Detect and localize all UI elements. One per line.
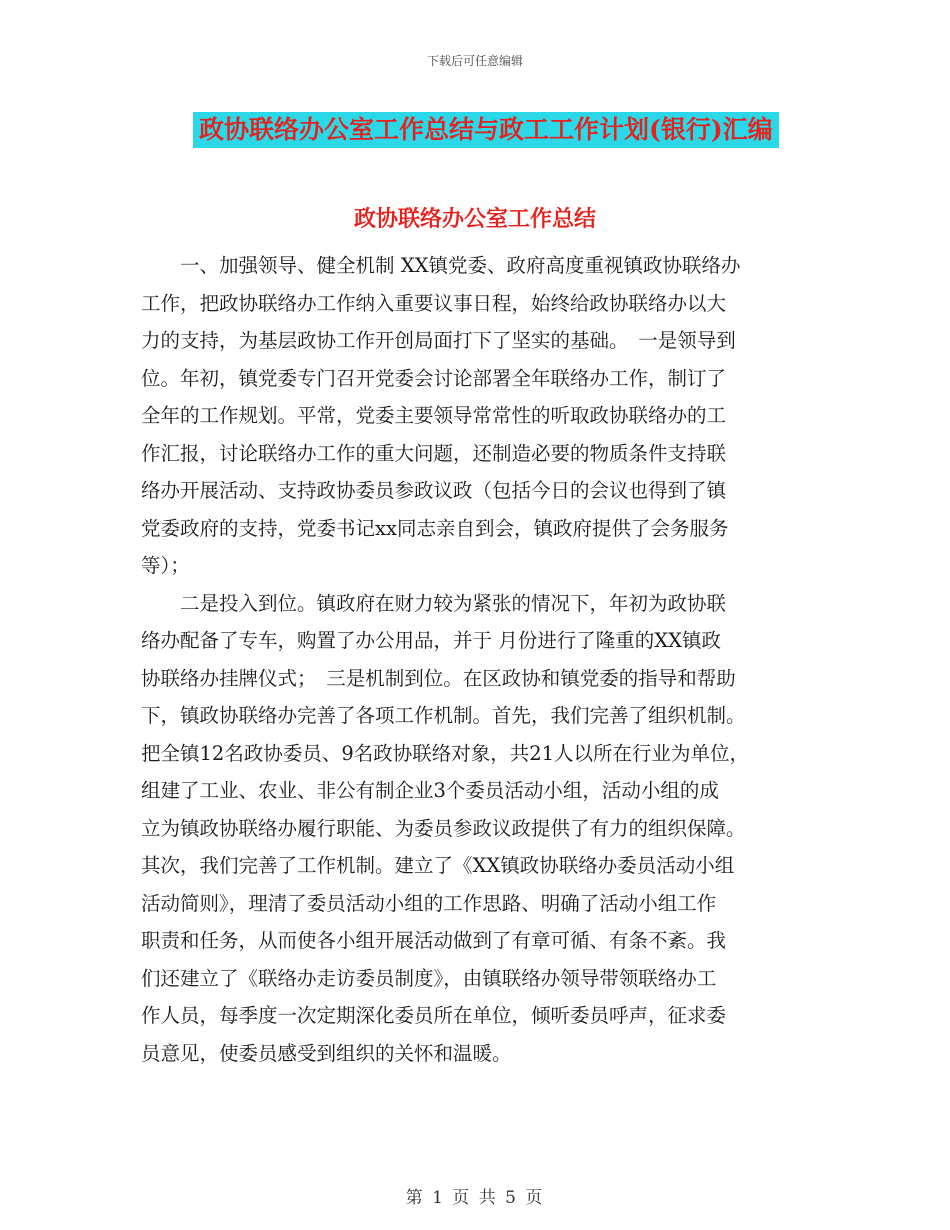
body-line: 们还建立了《联络办走访委员制度》，由镇联络办领导带领联络办工	[141, 966, 717, 990]
body-line: 员意见，使委员感受到组织的关怀和温暖。	[141, 1041, 512, 1065]
body-line: 络办配备了专车，购置了办公用品，并于 月份进行了隆重的XX镇政	[141, 629, 721, 652]
body-line: 等）；	[141, 554, 190, 577]
body-line: 全年的工作规划。平常，党委主要领导常常性的听取政协联络办的工	[141, 404, 727, 427]
body-line: 作汇报，讨论联络办工作的重大问题，还制造必要的物质条件支持联	[141, 441, 727, 465]
body-line: 把全镇12名政协委员、9名政协联络对象，共21人以所在行业为单位，	[141, 741, 750, 765]
body-text	[141, 247, 813, 1072]
body-line: 二是投入到位。镇政府在财力较为紧张的情况下，年初为政协联	[141, 591, 727, 615]
body-line: 立为镇政协联络办履行职能、为委员参政议政提供了有力的组织保障。	[141, 816, 746, 840]
body-line: 党委政府的支持，党委书记xx同志亲自到会，镇政府提供了会务服务	[141, 516, 729, 540]
body-line: 力的支持，为基层政协工作开创局面打下了坚实的基础。 一是领导到	[141, 329, 736, 352]
body-line: 下，镇政协联络办完善了各项工作机制。首先，我们完善了组织机制。	[141, 704, 746, 727]
body-line: 其次，我们完善了工作机制。建立了《XX镇政协联络办委员活动小组	[141, 854, 735, 877]
body-line: 协联络办挂牌仪式； 三是机制到位。在区政协和镇党委的指导和帮助	[141, 666, 736, 690]
document-title: 政协联络办公室工作总结与政工工作计划(银行)汇编	[193, 112, 779, 148]
body-line: 位。年初，镇党委专门召开党委会讨论部署全年联络办工作，制订了	[141, 366, 727, 390]
body-line: 一、加强领导、健全机制 XX镇党委、政府高度重视镇政协联络办	[141, 254, 741, 277]
body-line: 工作，把政协联络办工作纳入重要议事日程，始终给政协联络办以大	[141, 291, 727, 315]
page-footer: 第 1 页 共 5 页	[405, 1188, 545, 1208]
body-line: 络办开展活动、支持政协委员参政议政（包括今日的会议也得到了镇	[141, 479, 727, 502]
body-line: 活动简则》，理清了委员活动小组的工作思路、明确了活动小组工作	[141, 891, 717, 915]
header-note: 下载后可任意编辑	[426, 54, 523, 68]
body-line: 职责和任务，从而使各小组开展活动做到了有章可循、有条不紊。我	[141, 929, 727, 952]
body-line: 作人员，每季度一次定期深化委员所在单位，倾听委员呼声，征求委	[141, 1004, 727, 1027]
section-title: 政协联络办公室工作总结	[353, 206, 596, 232]
body-line: 组建了工业、农业、非公有制企业3个委员活动小组，活动小组的成	[141, 779, 719, 802]
